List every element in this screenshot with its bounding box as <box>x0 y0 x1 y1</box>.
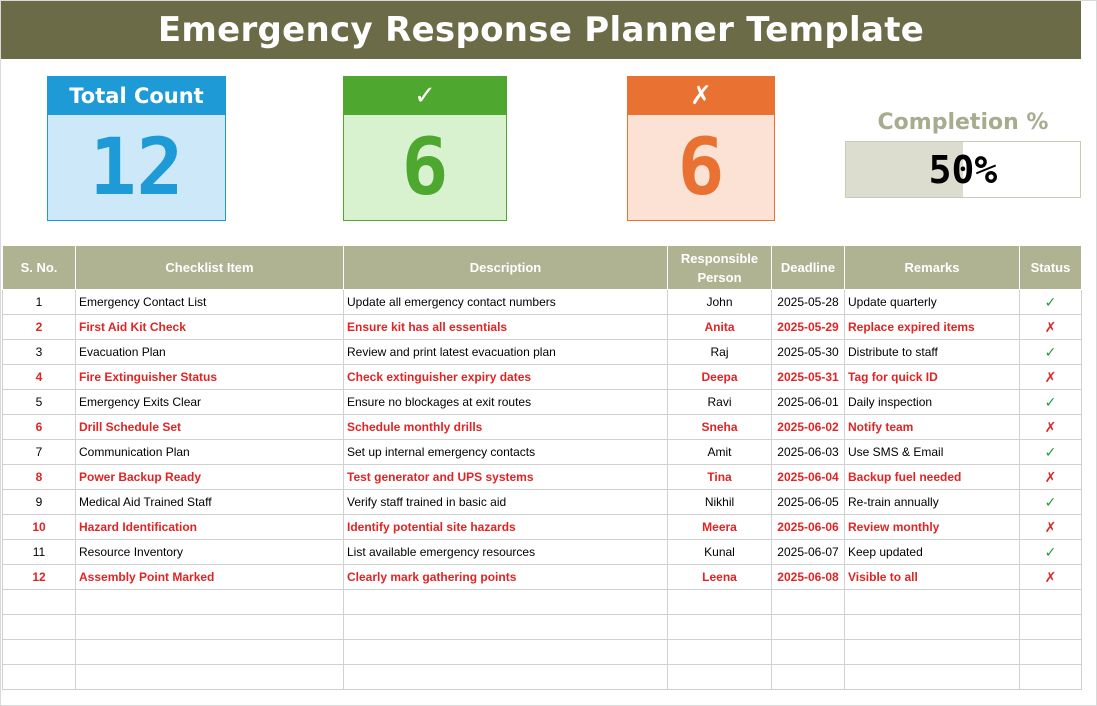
empty-row <box>3 665 1082 690</box>
cell-responsible-person[interactable]: John <box>668 290 772 315</box>
empty-cell[interactable] <box>772 615 845 640</box>
table-row <box>3 415 1082 440</box>
empty-cell[interactable] <box>1020 590 1082 615</box>
cell-deadline[interactable]: 2025-06-04 <box>772 465 845 490</box>
cell-sno[interactable]: 5 <box>3 390 76 415</box>
empty-cell[interactable] <box>3 665 76 690</box>
cross-icon: ✗ <box>628 77 774 115</box>
cell-sno[interactable]: 1 <box>3 290 76 315</box>
empty-cell[interactable] <box>845 665 1020 690</box>
table-row <box>3 340 1082 365</box>
header-deadline[interactable]: Deadline <box>772 246 845 290</box>
cell-description[interactable]: Verify staff trained in basic aid <box>344 490 668 515</box>
cell-checklist-item[interactable]: Emergency Contact List <box>76 290 344 315</box>
cell-remarks[interactable]: Daily inspection <box>845 390 1020 415</box>
cell-remarks[interactable]: Distribute to staff <box>845 340 1020 365</box>
cell-checklist-item[interactable]: Emergency Exits Clear <box>76 390 344 415</box>
empty-cell[interactable] <box>76 640 344 665</box>
cell-remarks[interactable]: Notify team <box>845 415 1020 440</box>
cell-responsible-person[interactable]: Amit <box>668 440 772 465</box>
check-icon: ✓ <box>344 77 506 115</box>
cell-deadline[interactable]: 2025-05-28 <box>772 290 845 315</box>
cell-deadline[interactable]: 2025-06-05 <box>772 490 845 515</box>
cell-description[interactable]: Check extinguisher expiry dates <box>344 365 668 390</box>
empty-cell[interactable] <box>845 590 1020 615</box>
cell-responsible-person[interactable]: Kunal <box>668 540 772 565</box>
cross-icon: ✗ <box>1044 568 1057 585</box>
empty-cell[interactable] <box>3 615 76 640</box>
empty-cell[interactable] <box>3 640 76 665</box>
empty-cell[interactable] <box>344 640 668 665</box>
empty-cell[interactable] <box>344 590 668 615</box>
cell-sno[interactable]: 10 <box>3 515 76 540</box>
header-responsible-person[interactable]: Responsible Person <box>668 246 772 290</box>
cell-description[interactable]: Schedule monthly drills <box>344 415 668 440</box>
cell-remarks[interactable]: Update quarterly <box>845 290 1020 315</box>
cell-status[interactable] <box>1020 365 1082 390</box>
empty-cell[interactable] <box>1020 640 1082 665</box>
cell-responsible-person[interactable]: Anita <box>668 315 772 340</box>
cell-status[interactable] <box>1020 565 1082 590</box>
empty-cell[interactable] <box>76 665 344 690</box>
empty-cell[interactable] <box>772 640 845 665</box>
cell-sno[interactable]: 8 <box>3 465 76 490</box>
cell-deadline[interactable]: 2025-05-29 <box>772 315 845 340</box>
cell-deadline[interactable]: 2025-06-07 <box>772 540 845 565</box>
table-row <box>3 465 1082 490</box>
cell-sno[interactable]: 7 <box>3 440 76 465</box>
check-icon: ✓ <box>1044 443 1057 460</box>
cell-sno[interactable]: 12 <box>3 565 76 590</box>
table-row <box>3 440 1082 465</box>
cell-checklist-item[interactable]: Communication Plan <box>76 440 344 465</box>
cell-remarks[interactable]: Review monthly <box>845 515 1020 540</box>
cell-responsible-person[interactable]: Deepa <box>668 365 772 390</box>
cross-icon: ✗ <box>1044 418 1057 435</box>
table-row <box>3 490 1082 515</box>
cell-status[interactable] <box>1020 490 1082 515</box>
cell-remarks[interactable]: Use SMS & Email <box>845 440 1020 465</box>
table-row <box>3 540 1082 565</box>
header-sno[interactable]: S. No. <box>3 246 76 290</box>
table-row <box>3 365 1082 390</box>
page-title: Emergency Response Planner Template <box>1 1 1081 59</box>
completion-progress-bar <box>845 141 1081 198</box>
table-row <box>3 565 1082 590</box>
cell-status[interactable] <box>1020 440 1082 465</box>
cell-deadline[interactable]: 2025-05-30 <box>772 340 845 365</box>
cell-status[interactable] <box>1020 515 1082 540</box>
cell-checklist-item[interactable]: Hazard Identification <box>76 515 344 540</box>
header-checklist-item[interactable]: Checklist Item <box>76 246 344 290</box>
cell-deadline[interactable]: 2025-06-01 <box>772 390 845 415</box>
header-status[interactable]: Status <box>1020 246 1082 290</box>
check-icon: ✓ <box>1044 543 1057 560</box>
cell-status[interactable] <box>1020 315 1082 340</box>
empty-cell[interactable] <box>845 640 1020 665</box>
cell-remarks[interactable]: Keep updated <box>845 540 1020 565</box>
completion-value: 50% <box>928 147 998 192</box>
cross-icon: ✗ <box>1044 318 1057 335</box>
cell-deadline[interactable]: 2025-06-08 <box>772 565 845 590</box>
cell-status[interactable] <box>1020 465 1082 490</box>
empty-cell[interactable] <box>668 640 772 665</box>
empty-cell[interactable] <box>76 615 344 640</box>
cell-description[interactable]: List available emergency resources <box>344 540 668 565</box>
table-row <box>3 390 1082 415</box>
cell-deadline[interactable]: 2025-05-31 <box>772 365 845 390</box>
cell-description[interactable]: Update all emergency contact numbers <box>344 290 668 315</box>
cell-remarks[interactable]: Replace expired items <box>845 315 1020 340</box>
cell-sno[interactable]: 3 <box>3 340 76 365</box>
cell-checklist-item[interactable]: Assembly Point Marked <box>76 565 344 590</box>
cell-responsible-person[interactable]: Nikhil <box>668 490 772 515</box>
cell-description[interactable]: Set up internal emergency contacts <box>344 440 668 465</box>
pending-count-value: 6 <box>677 122 725 213</box>
cell-description[interactable]: Clearly mark gathering points <box>344 565 668 590</box>
cell-checklist-item[interactable]: Evacuation Plan <box>76 340 344 365</box>
cell-responsible-person[interactable]: Meera <box>668 515 772 540</box>
total-count-value: 12 <box>89 122 184 213</box>
empty-cell[interactable] <box>668 665 772 690</box>
cell-status[interactable] <box>1020 415 1082 440</box>
empty-cell[interactable] <box>3 590 76 615</box>
empty-cell[interactable] <box>344 665 668 690</box>
cross-icon: ✗ <box>1044 518 1057 535</box>
empty-row <box>3 615 1082 640</box>
empty-cell[interactable] <box>772 665 845 690</box>
checklist-table <box>2 245 1082 690</box>
cell-status[interactable] <box>1020 290 1082 315</box>
cell-responsible-person[interactable]: Sneha <box>668 415 772 440</box>
cell-sno[interactable]: 6 <box>3 415 76 440</box>
cell-deadline[interactable]: 2025-06-02 <box>772 415 845 440</box>
check-icon: ✓ <box>1044 293 1057 310</box>
cross-icon: ✗ <box>1044 368 1057 385</box>
cell-checklist-item[interactable]: Power Backup Ready <box>76 465 344 490</box>
empty-cell[interactable] <box>1020 665 1082 690</box>
cell-sno[interactable]: 9 <box>3 490 76 515</box>
empty-cell[interactable] <box>344 615 668 640</box>
cell-checklist-item[interactable]: Resource Inventory <box>76 540 344 565</box>
cell-sno[interactable]: 4 <box>3 365 76 390</box>
check-icon: ✓ <box>1044 343 1057 360</box>
cell-checklist-item[interactable]: First Aid Kit Check <box>76 315 344 340</box>
cell-responsible-person[interactable]: Ravi <box>668 390 772 415</box>
cell-description[interactable]: Identify potential site hazards <box>344 515 668 540</box>
cell-status[interactable] <box>1020 390 1082 415</box>
header-description[interactable]: Description <box>344 246 668 290</box>
check-icon: ✓ <box>1044 493 1057 510</box>
cell-description[interactable]: Test generator and UPS systems <box>344 465 668 490</box>
check-icon: ✓ <box>1044 393 1057 410</box>
cell-responsible-person[interactable]: Tina <box>668 465 772 490</box>
empty-cell[interactable] <box>668 615 772 640</box>
table-header-row <box>3 246 1082 290</box>
cell-description[interactable]: Review and print latest evacuation plan <box>344 340 668 365</box>
total-count-label: Total Count <box>48 77 225 115</box>
completed-count-card <box>343 76 507 221</box>
cell-sno[interactable]: 11 <box>3 540 76 565</box>
table-row <box>3 315 1082 340</box>
table-row <box>3 515 1082 540</box>
cell-checklist-item[interactable]: Drill Schedule Set <box>76 415 344 440</box>
cell-status[interactable] <box>1020 340 1082 365</box>
cell-status[interactable] <box>1020 540 1082 565</box>
cell-deadline[interactable]: 2025-06-03 <box>772 440 845 465</box>
empty-cell[interactable] <box>772 590 845 615</box>
cell-remarks[interactable]: Visible to all <box>845 565 1020 590</box>
cell-responsible-person[interactable]: Raj <box>668 340 772 365</box>
cell-remarks[interactable]: Re-train annually <box>845 490 1020 515</box>
completed-count-value: 6 <box>401 122 449 213</box>
empty-cell[interactable] <box>1020 615 1082 640</box>
cell-sno[interactable]: 2 <box>3 315 76 340</box>
cell-responsible-person[interactable]: Leena <box>668 565 772 590</box>
cell-deadline[interactable]: 2025-06-06 <box>772 515 845 540</box>
completion-label: Completion % <box>877 110 1049 135</box>
cell-description[interactable]: Ensure no blockages at exit routes <box>344 390 668 415</box>
header-remarks[interactable]: Remarks <box>845 246 1020 290</box>
pending-count-card <box>627 76 775 221</box>
cell-checklist-item[interactable]: Fire Extinguisher Status <box>76 365 344 390</box>
total-count-card <box>47 76 226 221</box>
table-row <box>3 290 1082 315</box>
empty-cell[interactable] <box>668 590 772 615</box>
empty-row <box>3 640 1082 665</box>
cross-icon: ✗ <box>1044 468 1057 485</box>
cell-checklist-item[interactable]: Medical Aid Trained Staff <box>76 490 344 515</box>
cell-remarks[interactable]: Backup fuel needed <box>845 465 1020 490</box>
cell-description[interactable]: Ensure kit has all essentials <box>344 315 668 340</box>
empty-row <box>3 590 1082 615</box>
empty-cell[interactable] <box>845 615 1020 640</box>
cell-remarks[interactable]: Tag for quick ID <box>845 365 1020 390</box>
empty-cell[interactable] <box>76 590 344 615</box>
